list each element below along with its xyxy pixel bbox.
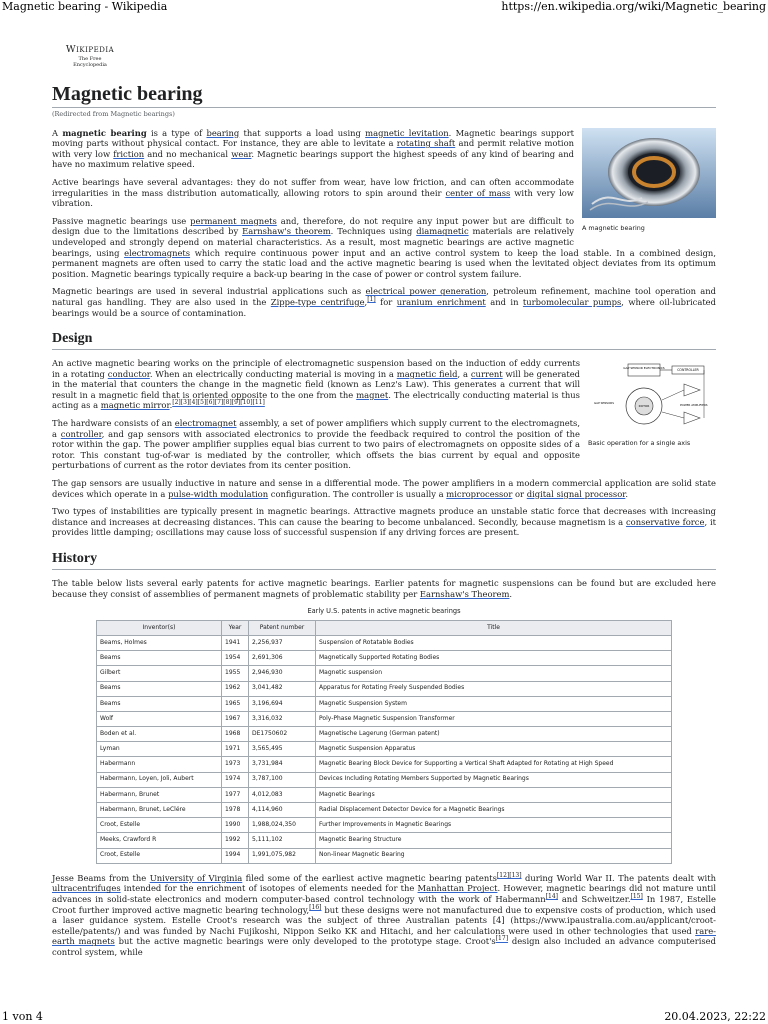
table-row bbox=[97, 757, 672, 772]
citation-14[interactable]: [14] bbox=[545, 893, 558, 901]
design-figure bbox=[588, 360, 716, 448]
link-magnetic-field[interactable]: magnetic field bbox=[396, 368, 458, 379]
cell-title: Magnetic suspension bbox=[316, 666, 672, 681]
cell-inventors: Beams, Holmes bbox=[97, 635, 222, 650]
cell-patent-number: 3,196,694 bbox=[249, 696, 316, 711]
col-title[interactable]: Title bbox=[316, 620, 672, 635]
citation-17[interactable]: [17] bbox=[495, 935, 509, 943]
cell-title: Apparatus for Rotating Freely Suspended Bodies bbox=[316, 681, 672, 696]
label-power-amplifiers: POWER AMPLIFIERS bbox=[680, 403, 708, 408]
link-digital-signal-processor[interactable]: digital signal processor bbox=[526, 488, 626, 499]
cell-year: 1968 bbox=[222, 727, 249, 742]
link-uranium-enrichment[interactable]: uranium enrichment bbox=[396, 296, 486, 307]
table-header-row bbox=[97, 620, 672, 635]
design-paragraph-2: The hardware consists of an electromagnet assembly, a set of power amplifiers which supply current to the electromagnets, a controller, and gap sensors with associated electronics to provide the feedback required to control the position of the rotor within the gap. The power amplifier supplies equal bias current to two pairs of electromagnets on opposite sides of a rotor. This constant tug-of-war is mediated by the controller, which offsets the bias current by equal and opposite perturbations of current as the rotor deviates from its center position. bbox=[52, 418, 581, 471]
table-row bbox=[97, 711, 672, 726]
citation-1[interactable]: [1] bbox=[367, 296, 376, 304]
print-header bbox=[0, 0, 768, 14]
intro-paragraph-3: Passive magnetic bearings use permanent magnets and, therefore, do not require any input power but are difficult to design due to the limitations described by Earnshaw's theorem. Techniques using diamagnetic materials are relatively undeveloped and strongly depend on material characteristics. As a result, most magnetic bearings are active magnetic bearings, using electromagnets which require continuous power input and an active control system to keep the load stable. In a combined design, permanent magnets are often used to carry the static load and the active magnetic bearing is used when the levitated object deviates from its optimum position. Magnetic bearings typically require a back-up bearing in the case of power or control system failure. bbox=[52, 215, 716, 279]
cell-year: 1967 bbox=[222, 711, 249, 726]
link-wear[interactable]: wear bbox=[231, 148, 252, 159]
cell-year: 1973 bbox=[222, 757, 249, 772]
link-ultracentrifuges[interactable]: ultracentrifuges bbox=[52, 883, 121, 894]
design-paragraph-3: The gap sensors are usually inductive in nature and sense in a differential mode. The power amplifiers in a modern commercial application are solid state devices which operate in a pulse-width modulation configuration. The controller is usually a microprocessor or digital signal processor. bbox=[52, 478, 716, 499]
page-title-header: Magnetic bearing - Wikipedia bbox=[2, 0, 168, 13]
link-controller[interactable]: controller bbox=[60, 428, 102, 439]
table-row bbox=[97, 651, 672, 666]
cell-inventors: Habermann, Brunet, LeClére bbox=[97, 803, 222, 818]
link-earnshaws-theorem-2[interactable]: Earnshaw's Theorem bbox=[419, 588, 510, 599]
cell-inventors: Habermann, Loyen, Joli, Aubert bbox=[97, 772, 222, 787]
wikipedia-wordmark: Wikipedia bbox=[65, 44, 115, 55]
patents-table bbox=[96, 620, 672, 864]
cell-patent-number: 2,946,930 bbox=[249, 666, 316, 681]
wikipedia-tagline: The Free Encyclopedia bbox=[73, 56, 107, 68]
table-row bbox=[97, 833, 672, 848]
cell-inventors: Boden et al. bbox=[97, 727, 222, 742]
cell-inventors: Wolf bbox=[97, 711, 222, 726]
table-row bbox=[97, 696, 672, 711]
cell-patent-number: 4,114,960 bbox=[249, 803, 316, 818]
link-magnetic-levitation[interactable]: magnetic levitation bbox=[365, 127, 449, 138]
table-row bbox=[97, 635, 672, 650]
link-electromagnet[interactable]: electromagnet bbox=[174, 418, 237, 429]
citations-2-11[interactable]: [2][3][4][5][6][7][8][9][10][11] bbox=[172, 399, 265, 407]
cell-patent-number: DE1750602 bbox=[249, 727, 316, 742]
link-center-of-mass[interactable]: center of mass bbox=[445, 187, 511, 198]
cell-year: 1974 bbox=[222, 772, 249, 787]
cell-year: 1978 bbox=[222, 803, 249, 818]
design-heading: Design bbox=[52, 330, 716, 350]
design-paragraph-1: An active magnetic bearing works on the principle of electromagnetic suspension based on the induction of eddy currents in a rotating conductor. When an electrically conducting material is moving in a magnetic field, a current will be generated in the material that counters the change in the magnetic field (known as Lenz's Law). This generates a current that will result in a magnetic field that is oriented opposite to the one from the magnet. The electrically conducting material is thus acting as a magnetic mirror.[2][3][4][5][6][7][8][9][10][11] bbox=[52, 358, 581, 411]
cell-patent-number: 3,316,032 bbox=[249, 711, 316, 726]
table-row bbox=[97, 681, 672, 696]
article-title: Magnetic bearing bbox=[52, 82, 716, 108]
article-content bbox=[52, 82, 716, 965]
cell-inventors: Beams bbox=[97, 681, 222, 696]
cell-patent-number: 3,041,482 bbox=[249, 681, 316, 696]
table-row bbox=[97, 666, 672, 681]
cell-inventors: Lyman bbox=[97, 742, 222, 757]
table-row bbox=[97, 803, 672, 818]
cell-title: Magnetic Suspension Apparatus bbox=[316, 742, 672, 757]
link-electrical-power-generation[interactable]: electrical power generation bbox=[365, 286, 487, 297]
link-turbomolecular-pumps[interactable]: turbomolecular pumps bbox=[522, 296, 622, 307]
cell-year: 1992 bbox=[222, 833, 249, 848]
cell-inventors: Habermann bbox=[97, 757, 222, 772]
wikipedia-logo[interactable] bbox=[62, 44, 118, 68]
link-rare-earth-magnets[interactable]: rare-earth magnets bbox=[52, 925, 716, 947]
table-row bbox=[97, 787, 672, 802]
cell-inventors: Beams bbox=[97, 696, 222, 711]
table-row bbox=[97, 818, 672, 833]
link-earnshaws-theorem[interactable]: Earnshaw's theorem bbox=[242, 226, 331, 237]
col-inventors[interactable]: Inventor(s) bbox=[97, 620, 222, 635]
cell-year: 1965 bbox=[222, 696, 249, 711]
cell-title: Devices Including Rotating Members Supported by Magnetic Bearings bbox=[316, 772, 672, 787]
cell-title: Further Improvements in Magnetic Bearings bbox=[316, 818, 672, 833]
cell-patent-number: 1,988,024,350 bbox=[249, 818, 316, 833]
cell-year: 1971 bbox=[222, 742, 249, 757]
link-friction[interactable]: friction bbox=[113, 148, 145, 159]
cell-title: Non-linear Magnetic Bearing bbox=[316, 848, 672, 863]
label-rotor: ROTOR bbox=[638, 404, 650, 409]
table-row bbox=[97, 772, 672, 787]
cell-patent-number: 5,111,102 bbox=[249, 833, 316, 848]
cell-title: Magnetic Bearing Block Device for Supporting a Vertical Shaft Adapted for Rotating at High Speed bbox=[316, 757, 672, 772]
cell-title: Poly-Phase Magnetic Suspension Transformer bbox=[316, 711, 672, 726]
label-gap-sensor-electronics: GAP SENSOR ELECTRONICS bbox=[623, 366, 665, 371]
cell-year: 1990 bbox=[222, 818, 249, 833]
cell-year: 1994 bbox=[222, 848, 249, 863]
cell-inventors: Gilbert bbox=[97, 666, 222, 681]
cell-year: 1962 bbox=[222, 681, 249, 696]
magnetic-bearing-photo[interactable] bbox=[582, 128, 716, 218]
cell-title: Magnetic Suspension System bbox=[316, 696, 672, 711]
cell-title: Magnetische Lagerung (German patent) bbox=[316, 727, 672, 742]
design-figure-caption: Basic operation for a single axis bbox=[588, 438, 691, 447]
cell-inventors: Habermann, Brunet bbox=[97, 787, 222, 802]
history-paragraph-1: The table below lists several early patents for active magnetic bearings. Earlier patents for magnetic suspensions can be found but are excluded here because they consist of assemblies of permanent magnets of problematic stability per Earnshaw's Theorem. bbox=[52, 578, 716, 599]
cell-inventors: Croot, Estelle bbox=[97, 818, 222, 833]
link-magnet[interactable]: magnet bbox=[356, 389, 389, 400]
design-paragraph-4: Two types of instabilities are typically present in magnetic bearings. Attractive magnets produce an unstable static force that decreases with increasing distance and increases at decreasing distances. This can cause the bearing to become unbalanced. Secondly, because magnetism is a conservative force, it provides little damping; oscillations may cause loss of successful suspension if any driving forces are present. bbox=[52, 506, 716, 538]
link-conservative-force[interactable]: conservative force bbox=[625, 516, 705, 527]
label-gap-sensors: GAP SENSORS bbox=[594, 401, 614, 406]
citation-16[interactable]: [16] bbox=[309, 903, 322, 911]
history-heading: History bbox=[52, 550, 716, 570]
cell-title: Magnetic Bearing Structure bbox=[316, 833, 672, 848]
link-electromagnets[interactable]: electromagnets bbox=[124, 247, 191, 258]
cell-year: 1941 bbox=[222, 635, 249, 650]
link-permanent-magnets[interactable]: permanent magnets bbox=[190, 215, 277, 226]
cell-inventors: Croot, Estelle bbox=[97, 848, 222, 863]
cell-title: Magnetically Supported Rotating Bodies bbox=[316, 651, 672, 666]
page-url[interactable]: https://en.wikipedia.org/wiki/Magnetic_bearing bbox=[501, 0, 766, 13]
col-patent-number[interactable]: Patent number bbox=[249, 620, 316, 635]
intro-paragraph-1: A magnetic bearing is a type of bearing that supports a load using magnetic levitation. Magnetic bearings support moving parts without physical contact. For instance, they are able to levitate a rotating shaft and permit relative motion with very low friction and no mechanical wear. Magnetic bearings support the highest speeds of any kind of bearing and have no maximum relative speed. bbox=[52, 127, 575, 170]
table-row bbox=[97, 727, 672, 742]
print-footer bbox=[0, 1008, 768, 1024]
cell-patent-number: 4,012,083 bbox=[249, 787, 316, 802]
cell-patent-number: 3,731,984 bbox=[249, 757, 316, 772]
link-diamagnetic[interactable]: diamagnetic bbox=[416, 226, 469, 237]
cell-title: Suspension of Rotatable Bodies bbox=[316, 635, 672, 650]
cell-inventors: Beams bbox=[97, 651, 222, 666]
link-manhattan-project[interactable]: Manhattan Project bbox=[417, 883, 498, 894]
link-magnetic-mirror[interactable]: magnetic mirror bbox=[100, 400, 170, 411]
cell-title: Radial Displacement Detector Device for a Magnetic Bearings bbox=[316, 803, 672, 818]
cell-year: 1977 bbox=[222, 787, 249, 802]
col-year[interactable]: Year bbox=[222, 620, 249, 635]
cell-patent-number: 2,691,306 bbox=[249, 651, 316, 666]
table-row bbox=[97, 848, 672, 863]
intro-paragraph-4: Magnetic bearings are used in several industrial applications such as electrical power generation, petroleum refinement, machine tool operation and natural gas handling. They are also used in the Zippe-type centrifuge,[1] for uranium enrichment and in turbomolecular pumps, where oil-lubricated bearings would be a source of contamination. bbox=[52, 286, 716, 318]
cell-patent-number: 3,565,495 bbox=[249, 742, 316, 757]
link-bearing[interactable]: bearing bbox=[206, 127, 240, 138]
label-controller: CONTROLLER bbox=[677, 368, 699, 373]
cell-patent-number: 2,256,937 bbox=[249, 635, 316, 650]
link-zippe-type-centrifuge[interactable]: Zippe-type centrifuge bbox=[270, 296, 365, 307]
single-axis-diagram[interactable] bbox=[588, 360, 716, 432]
history-paragraph-2: Jesse Beams from the University of Virginia filed some of the earliest active magnetic bearing patents[12][13] during World War II. The patents dealt with ultracentrifuges intended for the enrichment of isotopes of elements needed for the Manhattan Project. However, magnetic bearings did not mature until advances in solid-state electronics and modern computer-based control technology with the work of Habermann[14] and Schweitzer.[15] In 1987, Estelle Croot further improved active magnetic bearing technology,[16] but these designs were not manufactured due to expensive costs of production, which used a laser guidance system. Estelle Croot's research was the subject of three Australian patents [4] (https://www.ipaustralia.com.au/applicant/croot-estelle/patents/) and was funded by Nachi Fujikoshi, Nippon Seiko KK and Hitachi, and her calculations were used in other technologies that used rare-earth magnets but the active magnetic bearings were only developed to the prototype stage. Croot's[17] design also included an advance computerised control system, while bbox=[52, 871, 717, 957]
intro-paragraph-2: Active bearings have several advantages: they do not suffer from wear, have low friction, and can often accommodate irregularities in the mass distribution automatically, allowing rotors to spin around their center of mass with very low vibration. bbox=[52, 176, 574, 209]
link-microprocessor[interactable]: microprocessor bbox=[446, 488, 513, 499]
cell-year: 1955 bbox=[222, 666, 249, 681]
cell-inventors: Meeks, Crawford R bbox=[97, 833, 222, 848]
patents-table-caption: Early U.S. patents in active magnetic bearings bbox=[307, 607, 461, 616]
intro-figure-caption: A magnetic bearing bbox=[582, 224, 645, 233]
link-current[interactable]: current bbox=[470, 368, 503, 379]
link-rotating-shaft[interactable]: rotating shaft bbox=[396, 138, 456, 149]
cell-patent-number: 3,787,100 bbox=[249, 772, 316, 787]
redirect-note: (Redirected from Magnetic bearings) bbox=[52, 110, 175, 118]
cell-year: 1954 bbox=[222, 651, 249, 666]
page-counter: 1 von 4 bbox=[2, 1010, 43, 1023]
cell-title: Magnetic Bearings bbox=[316, 787, 672, 802]
link-university-of-virginia[interactable]: University of Virginia bbox=[149, 872, 243, 883]
intro-figure bbox=[582, 128, 716, 234]
link-conductor[interactable]: conductor bbox=[107, 368, 150, 379]
citation-15[interactable]: [15] bbox=[630, 893, 643, 901]
cell-patent-number: 1,991,075,982 bbox=[249, 848, 316, 863]
print-timestamp: 20.04.2023, 22:22 bbox=[664, 1010, 766, 1023]
patents-table-body bbox=[97, 635, 672, 863]
link-pulse-width-modulation[interactable]: pulse-width modulation bbox=[168, 488, 269, 499]
table-row bbox=[97, 742, 672, 757]
citations-12-13[interactable]: [12][13] bbox=[496, 871, 522, 879]
